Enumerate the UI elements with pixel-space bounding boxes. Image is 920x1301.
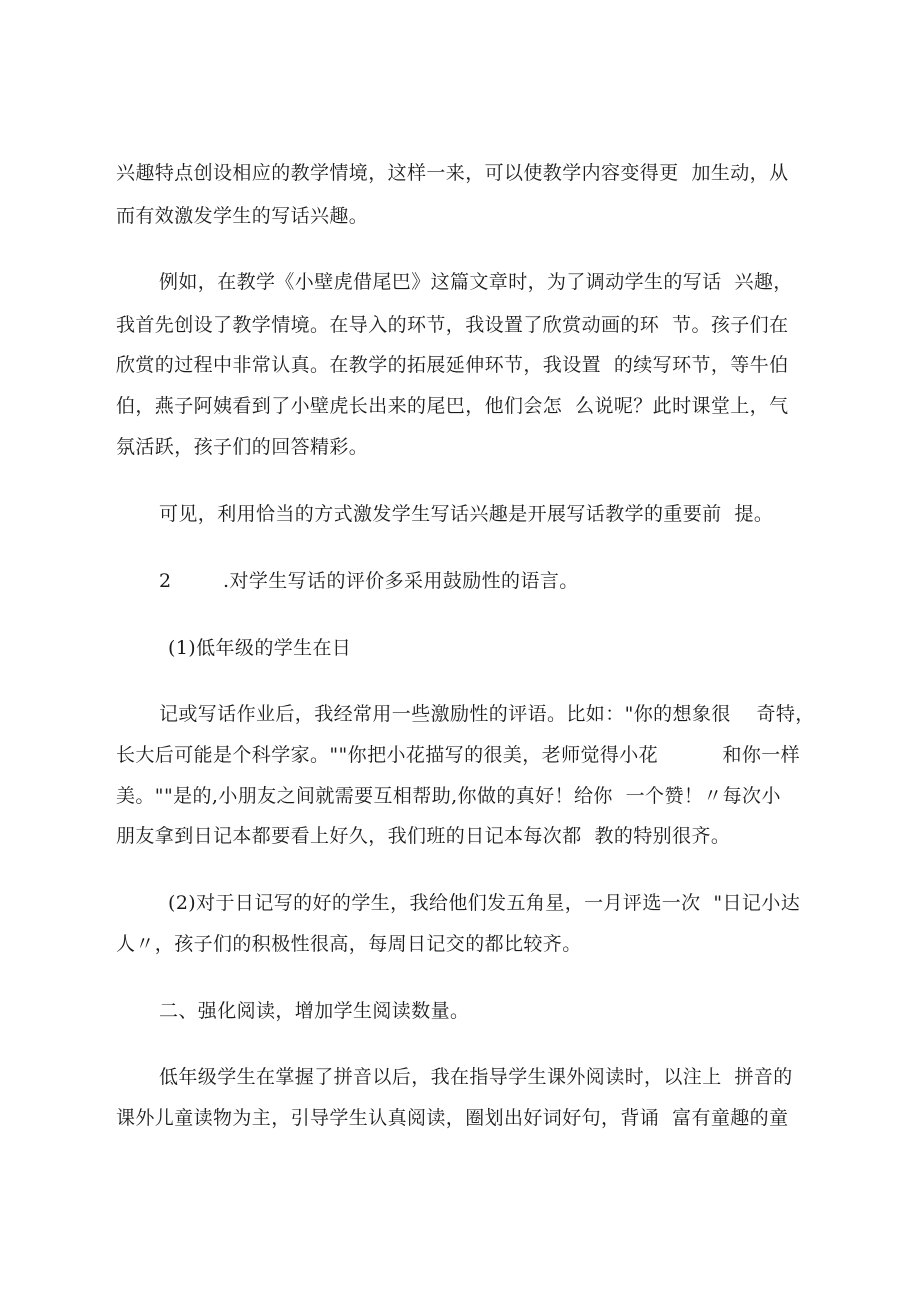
text-line: 兴趣特点创设相应的教学情境，这样一来，可以使教学内容变得更 加生动，从 [116,162,789,184]
text-line: 而有效激发学生的写话兴趣。 [116,205,369,227]
text-line: 例如，在教学《小壁虎借尾巴》这篇文章时，为了调动学生的写话 兴趣， [159,271,793,293]
text-line: (2)对于日记写的好的学生，我给他们发五角星，一月评选一次 "日记小达 [168,892,801,914]
text-line: 氛活跃，孩子们的回答精彩。 [116,436,369,458]
text-line: 人〃，孩子们的积极性很高，每周日记交的都比较齐。 [116,933,582,955]
text-line: 我首先创设了教学情境。在导入的环节，我设置了欣赏动画的环 节。孩子们在 [116,314,789,336]
text-line: 可见，利用恰当的方式激发学生写话兴趣是开展写话教学的重要前 提。 [159,503,774,525]
text-line: 伯，燕子阿姨看到了小壁虎长出来的尾巴，他们会怎 么说呢？此时课堂上，气 [116,395,789,417]
text-line: 欣赏的过程中非常认真。在教学的拓展延伸环节，我设置 的续写环节，等牛伯 [116,354,789,376]
text-line: 低年级学生在掌握了拼音以后，我在指导学生课外阅读时，以注上 拼音的 [159,1066,793,1088]
section-heading: 二、强化阅读，增加学生阅读数量。 [159,1000,470,1022]
text-line: 长大后可能是个科学家。""你把小花描写的很美，老师觉得小花 和你一样 [116,744,801,766]
text-line: 美。""是的,小朋友之间就需要互相帮助,你做的真好！给你 一个赞！〃每次小 [116,785,781,807]
text-line: (1)低年级的学生在日 [168,637,352,659]
text-line: 朋友拿到日记本都要看上好久，我们班的日记本每次都 教的特别很齐。 [116,825,731,847]
text-line: 课外儿童读物为主，引导学生认真阅读，圈划出好词好句，背诵 富有童趣的童 [116,1107,789,1129]
text-line: 记或写话作业后，我经常用一些激励性的评语。比如："你的想象很 奇特， [159,703,815,725]
section-heading: 2 .对学生写话的评价多采用鼓励性的语言。 [159,570,579,592]
